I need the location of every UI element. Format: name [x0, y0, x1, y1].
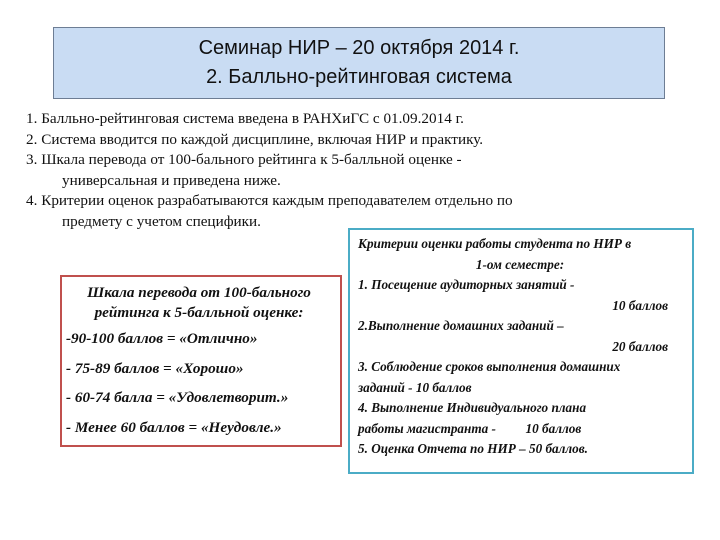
- grade-unsatisfactory: - Менее 60 баллов = «Неудовлe.»: [66, 418, 282, 436]
- grading-scale-box: [60, 275, 342, 447]
- criterion-2: 2.Выполнение домашних заданий –: [358, 318, 564, 333]
- slide-title-box: [53, 27, 665, 99]
- criterion-4: 4. Выполнение Индивидуального плана: [358, 400, 587, 415]
- grading-scale-heading: [66, 283, 332, 323]
- criteria-heading-line2: 1-ом семестре:: [475, 256, 565, 272]
- grading-scale-heading-line2: рейтинга к 5-балльной оценке:: [94, 304, 304, 321]
- slide-title-line2: 2. Балльно-рейтинговая система: [206, 66, 512, 88]
- criteria-box: [348, 228, 694, 474]
- criteria-heading-line1: Критерии оценки работы студента по НИР в: [358, 236, 632, 251]
- list-item-2: 2. Система вводится по каждой дисциплине, включая НИР и практику.: [26, 130, 484, 148]
- list-item-1: 1. Балльно-рейтинговая система введена в РАНХиГС с 01.09.2014 г.: [26, 110, 464, 127]
- grade-good: - 75-89 баллов = «Хорошо»: [66, 359, 244, 377]
- criterion-1: 1. Посещение аудиторных занятий -: [358, 277, 575, 292]
- list-item-3-cont: универсальная и приведена ниже.: [62, 171, 281, 189]
- list-item-4: 4. Критерии оценок разрабатываются каждым преподавателем отдельно по: [26, 192, 513, 209]
- list-item-3: 3. Шкала перевода от 100-бального рейтинга к 5-балльной оценке -: [26, 151, 462, 168]
- grade-satisfactory: - 60-74 балла = «Удовлетворит.»: [66, 389, 289, 406]
- criterion-3-cont: заданий - 10 баллов: [358, 379, 472, 395]
- points-list: [26, 109, 706, 232]
- criterion-5: 5. Оценка Отчета по НИР – 50 баллов.: [358, 441, 588, 456]
- criterion-4-cont: работы магистранта - 10 баллов: [358, 420, 582, 436]
- list-item-4-cont: предмету с учетом специфики.: [62, 212, 261, 230]
- grading-scale-heading-line1: Шкала перевода от 100-бального: [87, 284, 311, 301]
- criterion-3: 3. Соблюдение сроков выполнения домашних: [358, 359, 621, 374]
- criterion-1-points: 10 баллов: [612, 297, 668, 313]
- grade-excellent: -90-100 баллов = «Отлично»: [66, 330, 258, 347]
- criterion-2-points: 20 баллов: [612, 338, 668, 354]
- slide-title-line1: Семинар НИР – 20 октября 2014 г.: [198, 37, 520, 59]
